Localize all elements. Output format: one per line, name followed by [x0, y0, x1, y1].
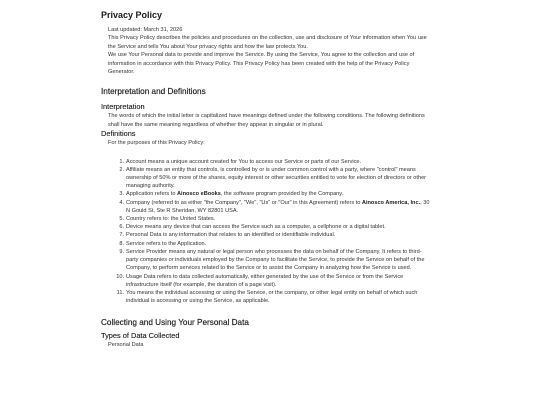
list-item: 5. Country refers to: the United States.	[119, 216, 216, 223]
last-updated: Last updated: March 31, 2026	[108, 27, 183, 33]
definitions-intro: For the purposes of this Privacy Policy:	[108, 140, 205, 147]
list-item: 9. Service Provider means any natural or legal person who processes the data on behalf of the Company. It refers to third-party companies or individuals employed by the Company to facilitate the Service, to provide the Service on behalf of the Company, to perform services related to the Service or to assist the Company in analyzing how the Service is used.	[119, 248, 425, 272]
definitions-list	[108, 158, 431, 306]
personal-data-block	[101, 341, 431, 349]
list-item: 4. Company (referred to as either "the Company", "We", "Us" or "Our" in this Agreement) refers to Ainosco America, Inc., 30 N Gould St, Ste R Sheridan, WY 82801 USA.	[119, 199, 430, 214]
personal-data-label: Personal Data	[108, 342, 144, 349]
subheading-definitions: Definitions	[101, 129, 136, 139]
interpretation-text: The words of which the initial letter is capitalized have meanings defined under the following conditions. The following definitions shall have the same meaning regardless of whether they appear in singular or in plural.	[108, 113, 425, 128]
subheading-interpretation: Interpretation	[101, 102, 145, 112]
list-item: 7. Personal Data is any information that relates to an identified or identifiable individual.	[119, 232, 336, 239]
intro-paragraph: This Privacy Policy describes the policies and procedures on the collection, use and disclosure of Your information when You use the Service and tells You about Your privacy rights and how the law protects You.	[108, 35, 427, 50]
interpretation-block	[101, 112, 431, 129]
intro-paragraph: We use Your Personal data to provide and improve the Service. By using the Service, You agree to the collection and use of information in accordance with this Privacy Policy. This Privacy Policy has been created with the help of the Privacy Policy Generator.	[108, 52, 415, 76]
list-item: 1. Account means a unique account created for You to access our Service or parts of our Service.	[119, 158, 362, 165]
list-item: 2. Affiliate means an entity that controls, is controlled by or is under common control with a party, where "control" means ownership of 50% or more of the shares, equity interest or other securities entitled to vote for election of directors or other managing authority.	[119, 166, 427, 190]
privacy-policy-content	[101, 9, 431, 350]
page-title: Privacy Policy	[101, 10, 163, 20]
intro-block	[101, 26, 431, 76]
list-item: 6. Device means any device that can access the Service such as a computer, a cellphone or a digital tablet.	[119, 224, 386, 231]
company-name: Ainosco America, Inc.	[361, 199, 421, 206]
section-heading-collecting-and-using: Collecting and Using Your Personal Data	[101, 318, 249, 328]
section-heading-interpretation-and-definitions: Interpretation and Definitions	[101, 87, 206, 97]
list-item: 8. Service refers to the Application.	[119, 240, 207, 247]
list-item: 3. Application refers to Ainosco eBooks, the software program provided by the Company.	[119, 191, 344, 198]
list-item: 10. Usage Data refers to data collected automatically, either generated by the use of the Service or from the Service infrastructure itself (for example, the duration of a page visit).	[116, 273, 404, 288]
application-name: Ainosco eBooks	[177, 191, 221, 198]
definitions-block	[101, 139, 431, 305]
list-item: 11. You means the individual accessing or using the Service, or the company, or other legal entity on behalf of which such individual is accessing or using the Service, as applicable.	[116, 289, 418, 305]
subheading-types-of-data-collected: Types of Data Collected	[101, 331, 180, 341]
